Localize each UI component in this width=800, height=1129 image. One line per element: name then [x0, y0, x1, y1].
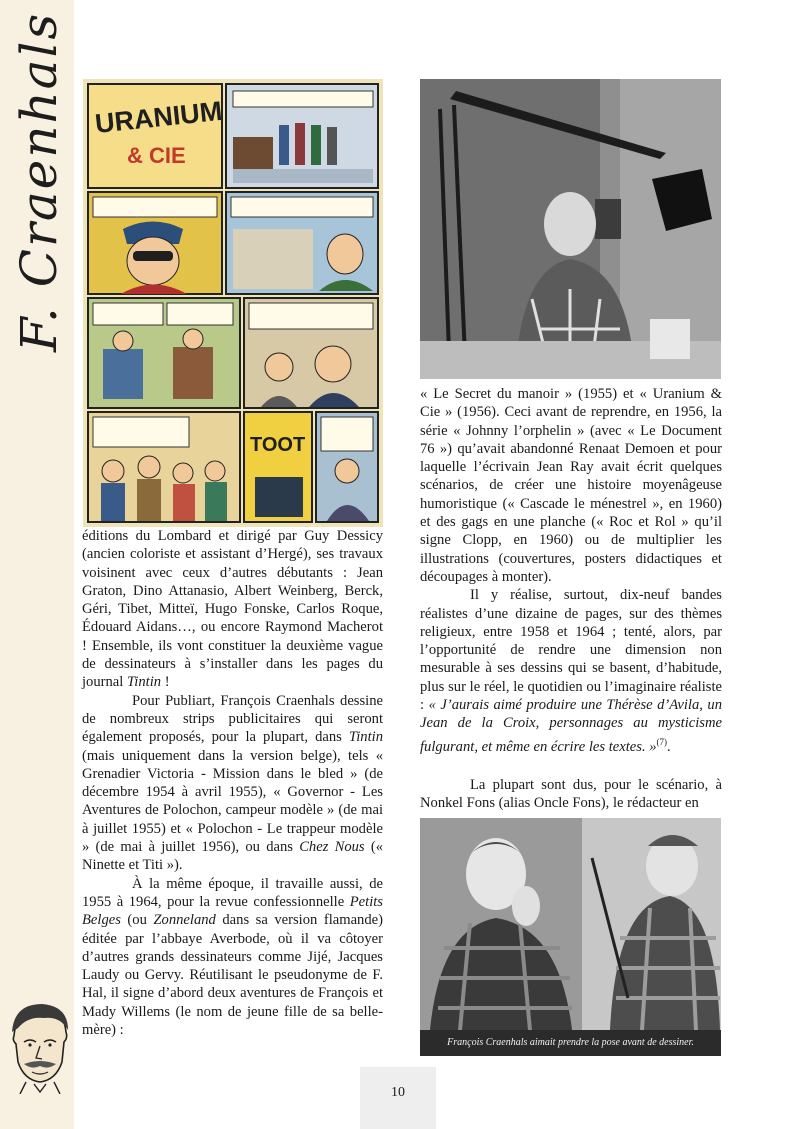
- paragraph-5: Il y réalise, surtout, dix-neuf bandes réalistes d’une dizaine de pages, sur des thèmes religieux, entre 1958 et 1964 ; tenté, alors, par l’opportunité de rendre une dimension non mesurable à ses dessins qui se basent, d’habitude, plus sur le réel, le quotidien ou l’imaginaire réaliste : « J’aurais aimé produire une Thérèse d’Avila, un Jean de la Croix, personnages au mysticisme fulgurant, et même en écrire les textes. »$^{(7)}$.: [420, 587, 723, 755]
- comic-sound-effect: TOOT: [250, 434, 306, 456]
- paragraph-1: éditions du Lombard et dirigé par Guy Dessicy (ancien coloriste et assistant d’Hergé), ses travaux voisinent avec ceux d’autres débutants : Jean Graton, Dino Attanasio, Albert Weinberg, Berck, Géri, Tibet, Mitteï, Hugo Fonske, Carlos Roque, Édouard Aidans…, ou encore Raymond Macherot ! Ensemble, ils vont constituer la deuxième vague de dessinateurs à s’installer dans les pages du journal Tintin !: [82, 528, 383, 691]
- signature-logo: F. Craenhals: [10, 11, 68, 352]
- margin-strip: [0, 0, 74, 1129]
- column-text-right-top: [420, 385, 722, 756]
- photo-artist-at-desk: [420, 79, 721, 379]
- photo-artist-posing: [420, 818, 721, 1030]
- caricature-portrait-image: [6, 1002, 72, 1094]
- column-text-left: [82, 527, 383, 1039]
- paragraph-2: Pour Publiart, François Craenhals dessine de nombreux strips publicitaires qui seront également proposés, pour la plupart, dans Tintin (mais uniquement dans la version belge), tels « Grenadier Victoria - Mission dans le bled » (de décembre 1954 à avril 1955), « Governor - Les Aventures de Polochon, campeur modèle » (de mai à juillet 1955) et « Polochon - Le trappeur modèle » (de mai à juillet 1956), ou dans Chez Nous (« Ninette et Titi »).: [82, 692, 383, 874]
- paragraph-6: La plupart sont dus, pour le scénario, à Nonkel Fons (alias Oncle Fons), le rédacteur en: [420, 777, 722, 812]
- footnote-ref: (7): [656, 736, 668, 747]
- comic-title-line1: URANIUM: [93, 95, 224, 139]
- paragraph-3: À la même époque, il travaille aussi, de 1955 à 1964, pour la revue confessionnelle Petits Belges (ou Zonneland dans sa version flamande) éditée par l’abbaye Averbode, où il va côtoyer d’autres grands dessinateurs comme Jijé, Jacques Laudy ou Gervy. Réutilisant le pseudonyme de F. Hal, il signe d’abord deux aventures de François et Mady Willems (le nom de jeune fille de sa belle-mère) :: [82, 875, 383, 1039]
- column-text-right-bottom: [420, 776, 722, 813]
- page-number: 10: [360, 1067, 436, 1129]
- paragraph-4: « Le Secret du manoir » (1955) et « Uranium & Cie » (1956). Ceci avant de reprendre, en 1956, la série « Johnny l’orphelin » (avec « Le Document 76 ») qu’avait abandonné Renaat Demoen et pour laquelle l’écrivain Jean Ray avait écrit quelques scénarios, de créer une histoire moyenâgeuse humoristique (« Cascade le ménestrel », en 1960) et des gags en une planche (« Roc et Rol » qu’il signe Clopp, en 1960) ou de multiplier les illustrations (couvertures, posters didactiques et découpages à monter).: [420, 386, 722, 585]
- photo-caption: François Craenhals aimait prendre la pose avant de dessiner.: [420, 1030, 721, 1056]
- comic-strip-image: [83, 79, 383, 527]
- comic-title-line2: & CIE: [127, 143, 186, 168]
- quote: « J’aurais aimé produire une Thérèse d’Avila, un Jean de la Croix, personnages au mysticisme fulgurant, et même en écrire les textes. »: [420, 697, 723, 755]
